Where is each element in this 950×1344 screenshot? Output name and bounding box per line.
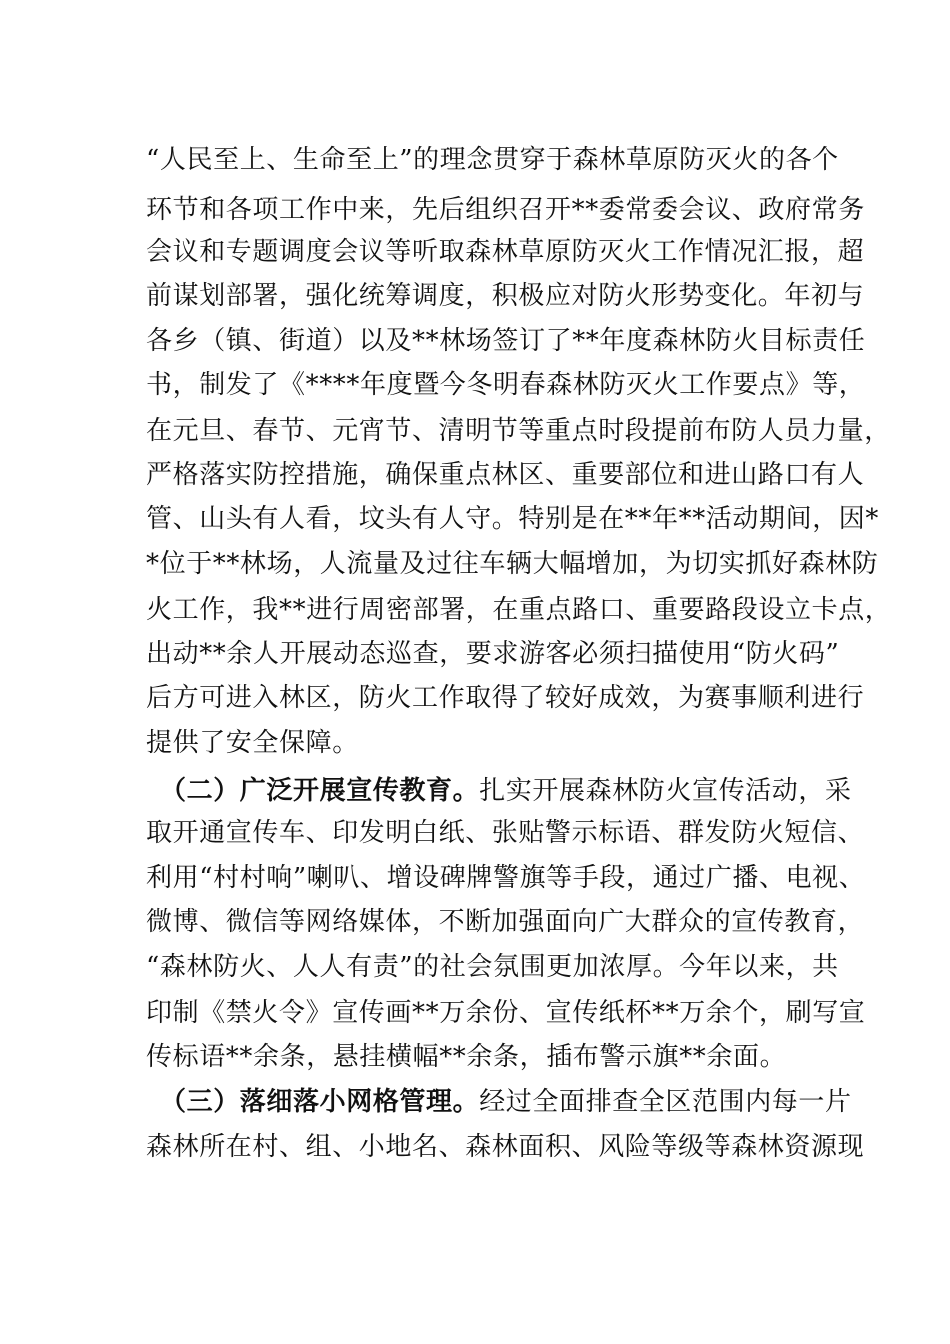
- body-text: 经过全面排查全区范围内每一片: [479, 1087, 852, 1117]
- body-text-line: 出动**余人开展动态巡查，要求游客必须扫描使用“防火码”: [146, 639, 840, 669]
- body-text-line: 各乡（镇、街道）以及**林场签订了**年度森林防火目标责任: [146, 326, 866, 356]
- body-text-line: 微博、微信等网络媒体，不断加强面向广大群众的宣传教育，: [146, 907, 865, 937]
- body-text-line: 会议和专题调度会议等听取森林草原防灭火工作情况汇报，超: [146, 237, 865, 267]
- section-heading: （二）广泛开展宣传教育。: [160, 776, 480, 806]
- body-text-line: “人民至上、生命至上”的理念贯穿于森林草原防灭火的各个: [146, 145, 839, 175]
- body-text-line: 印制《禁火令》宣传画**万余份、宣传纸杯**万余个，刷写宣: [146, 998, 866, 1028]
- body-text-line: 环节和各项工作中来，先后组织召开**委常委会议、政府常务: [146, 195, 865, 225]
- body-text-line: “森林防火、人人有责”的社会氛围更加浓厚。今年以来，共: [146, 952, 839, 982]
- body-text-line: 提供了安全保障。: [146, 728, 359, 758]
- paragraph-first-line: [160, 1085, 852, 1119]
- body-text-line: 取开通宣传车、印发明白纸、张贴警示标语、群发防火短信、: [146, 818, 865, 848]
- section-heading: （三）落细落小网格管理。: [160, 1087, 480, 1117]
- paragraph-first-line: [160, 774, 852, 808]
- body-text: 扎实开展森林防火宣传活动，采: [479, 776, 852, 806]
- body-text-line: 传标语**余条，悬挂横幅**余条，插布警示旗**余面。: [146, 1042, 787, 1072]
- body-text-line: 前谋划部署，强化统筹调度，积极应对防火形势变化。年初与: [146, 281, 865, 311]
- body-text-line: 火工作，我**进行周密部署，在重点路口、重要路段设立卡点，: [146, 595, 892, 625]
- body-text-line: 利用“村村响”喇叭、增设碑牌警旗等手段，通过广播、电视、: [146, 863, 866, 893]
- body-text-line: 后方可进入林区，防火工作取得了较好成效，为赛事顺利进行: [146, 683, 865, 713]
- body-text-line: 管、山头有人看，坟头有人守。特别是在**年**活动期间，因*: [146, 504, 880, 534]
- body-text-line: *位于**林场，人流量及过往车辆大幅增加，为切实抓好森林防: [146, 549, 879, 579]
- body-text-line: 书，制发了《****年度暨今冬明春森林防灭火工作要点》等，: [146, 370, 866, 400]
- body-text-line: 森林所在村、组、小地名、森林面积、风险等级等森林资源现: [146, 1132, 865, 1162]
- body-text-line: 严格落实防控措施，确保重点林区、重要部位和进山路口有人: [146, 460, 865, 490]
- body-text-line: 在元旦、春节、元宵节、清明节等重点时段提前布防人员力量，: [146, 416, 891, 446]
